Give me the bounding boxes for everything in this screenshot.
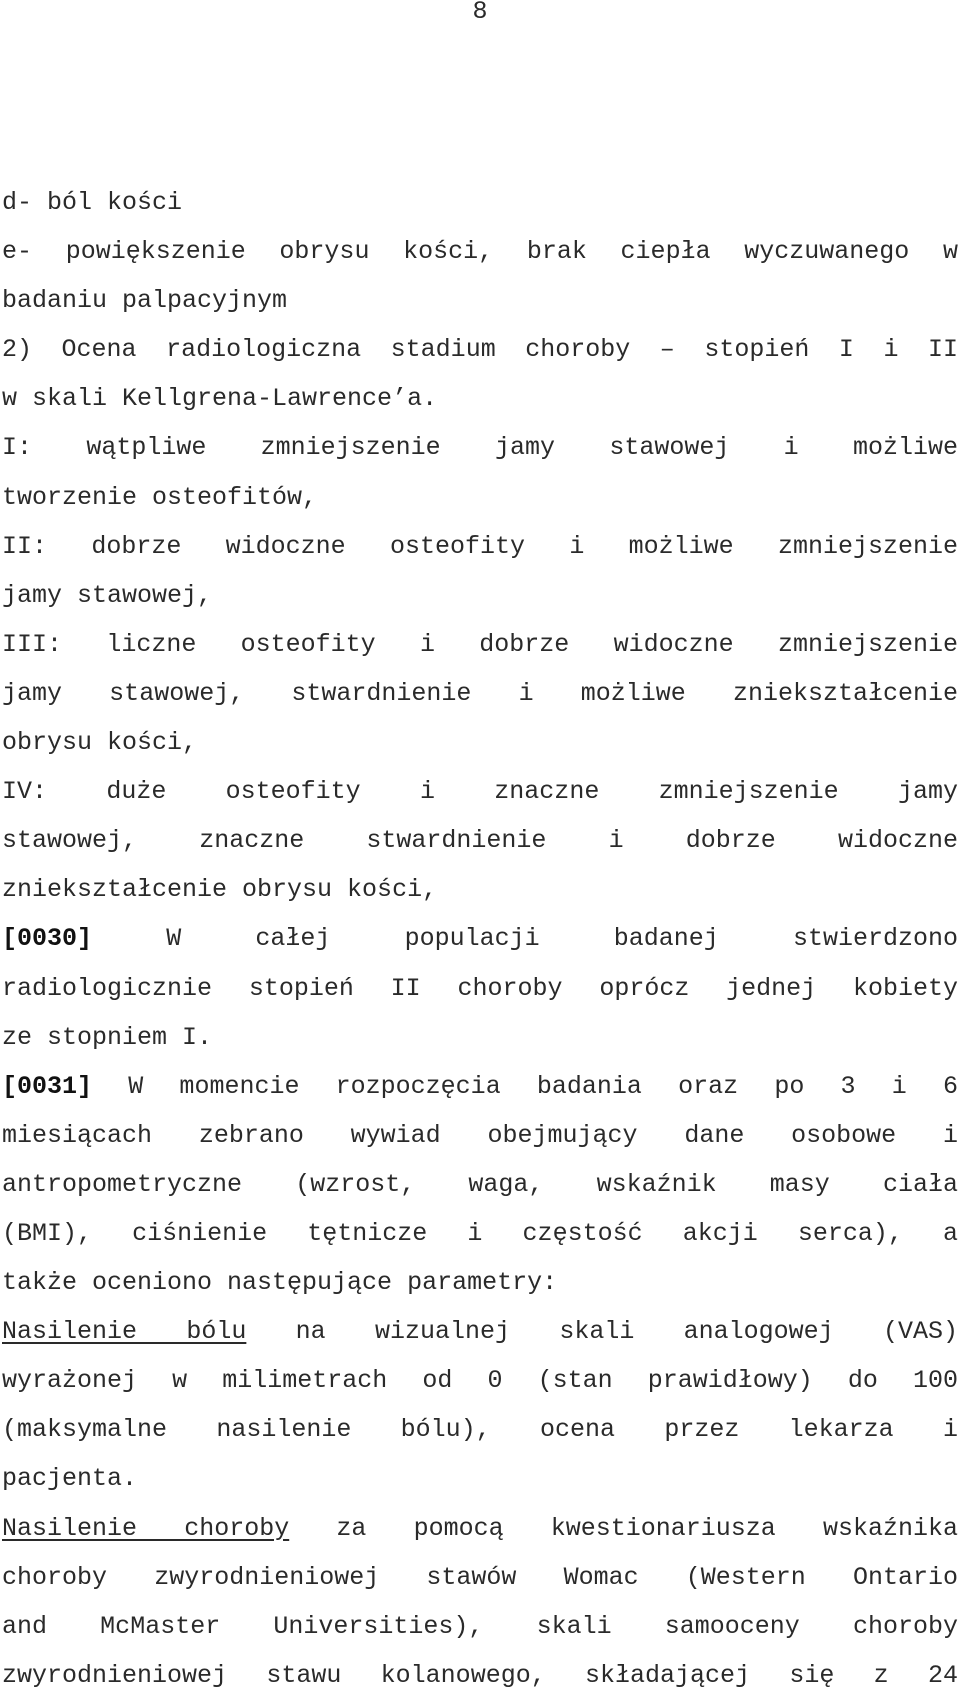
page-number: 8 (472, 0, 488, 26)
text-line (2, 1307, 958, 1356)
text-line (2, 374, 958, 423)
text-line (2, 1356, 958, 1405)
line-text: jamy stawowej, stwardnienie i możliwe zniekształcenie (2, 678, 958, 708)
line-text: jamy stawowej, (2, 580, 213, 610)
line-text: 2) Ocena radiologiczna stadium choroby – stopień I i II (2, 335, 958, 365)
text-line (2, 276, 958, 325)
line-text: także oceniono następujące parametry: (2, 1268, 558, 1298)
text-line (2, 1160, 958, 1209)
text-line (2, 1651, 958, 1700)
line-text: pacjenta. (2, 1464, 138, 1494)
paragraph-number: [0030] (2, 924, 93, 954)
line-text: stawowej, znaczne stwardnienie i dobrze widoczne (2, 826, 958, 856)
text-line (2, 964, 958, 1013)
text-line (2, 1504, 958, 1553)
section-heading: Nasilenie choroby (2, 1513, 290, 1543)
line-text: choroby zwyrodnieniowej stawów Womac (Western Ontario (2, 1562, 958, 1592)
text-line (2, 473, 958, 522)
line-text: I: wątpliwe zmniejszenie jamy stawowej i możliwe (2, 433, 958, 463)
text-line (2, 669, 958, 718)
line-text: zniekształcenie obrysu kości, (2, 875, 438, 905)
text-line (2, 1405, 958, 1454)
line-text: tworzenie osteofitów, (2, 482, 318, 512)
text-line (2, 1209, 958, 1258)
section-heading: Nasilenie bólu (2, 1317, 247, 1347)
line-text: W całej populacji badanej stwierdzono (92, 924, 958, 954)
text-line (2, 718, 958, 767)
text-line (2, 1013, 958, 1062)
line-text: antropometryczne (wzrost, waga, wskaźnik masy ciała (2, 1169, 958, 1199)
line-text: W momencie rozpoczęcia badania oraz po 3 i 6 (92, 1071, 958, 1101)
line-text: za pomocą kwestionariusza wskaźnika (289, 1513, 958, 1543)
text-line (2, 914, 958, 963)
text-line (2, 767, 958, 816)
line-text: radiologicznie stopień II choroby oprócz jednej kobiety (2, 973, 958, 1003)
text-line (2, 816, 958, 865)
line-text: ze stopniem I. (2, 1022, 213, 1052)
line-text: zwyrodnieniowej stawu kolanowego, składającej się z 24 (2, 1660, 958, 1690)
text-line (2, 1062, 958, 1111)
line-text: obrysu kości, (2, 728, 198, 758)
text-line (2, 1553, 958, 1602)
line-text: badaniu palpacyjnym (2, 286, 288, 316)
paragraph-number: [0031] (2, 1071, 93, 1101)
text-line (2, 1602, 958, 1651)
text-line (2, 325, 958, 374)
text-line (2, 522, 958, 571)
text-line (2, 571, 958, 620)
text-line (2, 865, 958, 914)
text-line (2, 1258, 958, 1307)
line-text: miesiącach zebrano wywiad obejmujący dane osobowe i (2, 1120, 958, 1150)
line-text: na wizualnej skali analogowej (VAS) (246, 1317, 958, 1347)
line-text: e- powiększenie obrysu kości, brak ciepła wyczuwanego w (2, 237, 958, 267)
text-line (2, 620, 958, 669)
line-text: wyrażonej w milimetrach od 0 (stan prawidłowy) do 100 (2, 1366, 958, 1396)
line-text: II: dobrze widoczne osteofity i możliwe zmniejszenie (2, 531, 958, 561)
document-body (2, 178, 958, 1700)
line-text: and McMaster Universities), skali samooceny choroby (2, 1611, 958, 1641)
line-text: IV: duże osteofity i znaczne zmniejszenie jamy (2, 777, 958, 807)
line-text: w skali Kellgrena-Lawrence’a. (2, 384, 438, 414)
text-line (2, 1111, 958, 1160)
line-text: III: liczne osteofity i dobrze widoczne zmniejszenie (2, 629, 958, 659)
text-line (2, 1454, 958, 1503)
line-text: d- ból kości (2, 188, 183, 217)
line-text: (BMI), ciśnienie tętnicze i częstość akcji serca), a (2, 1218, 958, 1248)
text-line (2, 178, 958, 227)
text-line (2, 423, 958, 472)
line-text: (maksymalne nasilenie bólu), ocena przez lekarza i (2, 1415, 958, 1445)
text-line (2, 227, 958, 276)
